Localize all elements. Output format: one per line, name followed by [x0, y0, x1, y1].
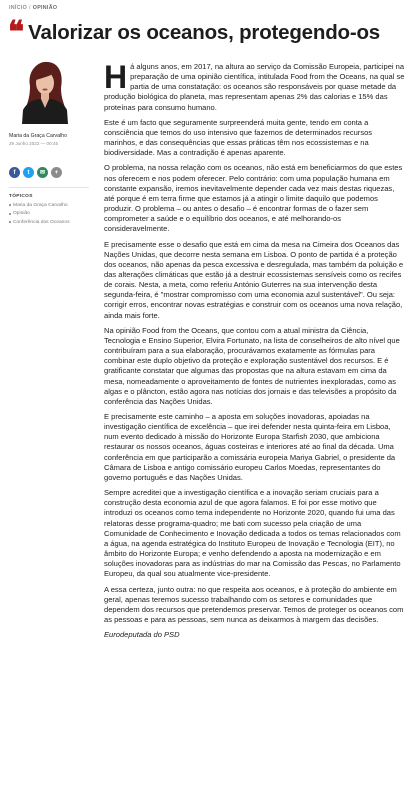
bullet-icon [9, 204, 11, 206]
article-title: Valorizar os oceanos, protegendo-os [28, 21, 380, 44]
topics-heading: TÓPICOS [9, 194, 33, 199]
headline [8, 15, 408, 50]
article-paragraph: E precisamente este caminho – a aposta em soluções inovadoras, apoiadas na investigação científica de excelência – que irei defender nesta quinta-feira em Lisboa, num evento dedicado à missão do Horizonte Europa Starfish 2030, que ambiciona restaurar os nossos oceanos, águas costeiras e interiores até ao final da década. Uma conferência em que participarão a comissária europeia Mariya Gabriel, o presidente da Câmara de Lisboa e antigo comissário europeu Carlos Moedas, representantes do governo português e das Nações Unidas. [104, 412, 396, 482]
publish-date: 29 Junho 2022 — 00:45 [9, 141, 59, 146]
article-paragraph: Na opinião Food from the Oceans, que contou com a atual ministra da Ciência, Tecnologia e Ensino Superior, Elvira Fortunato, na lista de conselheiros de alto nível que contribuíram para a sua elaboração, procurávamos exatamente as fórmulas para combinar este duplo objetivo da proteção e exploração sustentável dos recursos. E é gratificante constatar que algumas das propostas que na altura estavam em cima da mesa, nomeadamente o aproveitamento de fontes de nutrientes inexploradas, como as algas e o plâncton, estão agora nas notícias dos jornais e das televisões a propósito da conferência das Nações Unidas. [104, 325, 400, 406]
article-paragraph: O problema, na nossa relação com os oceanos, não está em beneficiarmos do que estes nos oferecem e nos podem oferecer. Pelo contrário: com uma população humana em constante expansão, iremos inevitavelmente depender cada vez mais destas riquezas, até porque é em terra firme que estamos já a atingir o limite daquilo que podemos produzir. O problema – ou antes o desafio – é encontrar formas de o fazer sem comprometer a saúde e o equilíbrio dos oceanos, e até melhorando-os consideravelmente. [104, 163, 403, 234]
topic-item[interactable] [9, 211, 91, 216]
quote-mark-icon: ❝ [8, 15, 25, 50]
topic-label: Maria da Graça Carvalho [13, 202, 68, 208]
email-share-button[interactable] [37, 167, 48, 178]
twitter-share-button[interactable] [23, 167, 34, 178]
paragraph-text: á alguns anos, em 2017, na altura ao serviço da Comissão Europeia, participei na preparação de uma opinião científica, intitulada Food from the Oceans, na qual se partia de uma constatação: os oceanos são responsáveis por quase metade da produção biológica do planeta, mas representam apenas 2% das calorias e 15% das proteínas para consumo humano. [104, 62, 405, 112]
twitter-icon: t [27, 169, 30, 176]
author-portrait-icon [17, 56, 73, 124]
article-paragraph: Este é um facto que seguramente surpreenderá muita gente, tendo em conta a consciência que temos do uso intensivo que fazemos de determinados recursos marinhos, e das consequências que essas práticas têm nos ecossistemas e na biodiversidade. Mas a contradição é apenas aparente. [104, 117, 373, 158]
email-icon: ✉ [39, 170, 46, 176]
drop-cap: H [104, 59, 128, 95]
author-signature: Eurodeputada do PSD [104, 630, 180, 640]
topic-label: Conferência dos Oceanos [13, 219, 70, 225]
facebook-share-button[interactable] [9, 167, 20, 178]
article-paragraph: E precisamente esse o desafio que está em cima da mesa na Cimeira dos Oceanos das Nações Unidas, que decorre nesta semana em Lisboa. O ponto de partida é a proteção dos oceanos, não apenas da pesca excessiva e desregulada, mas também da poluição e das alterações climáticas que estão já a destruir ecossistemas sensíveis como os recifes de corais. Nesta, a meta, como referiu António Guterres na sua intervenção desta segunda-feira, é "mostrar compromisso com uma economia azul sustentável". Ou seja: corrigir erros, encontrar novas estratégias e construir com os oceanos uma nova relação, ainda mais forte. [104, 239, 404, 320]
breadcrumb-separator: / [29, 5, 31, 11]
topics-list [9, 203, 91, 225]
topic-item[interactable] [9, 220, 91, 225]
topic-label: Opinião [13, 211, 30, 216]
bullet-icon [9, 221, 11, 223]
article-paragraph: Sempre acreditei que a investigação científica e a inovação seriam cruciais para a construção desta economia azul de que agora falamos. E foi por esse motivo que introduzi os oceanos como tema independente no Horizonte 2020, quando fui uma das relatoras desse programa-quadro; me bati com sucesso pela criação de uma Comunidade de Conhecimento e Inovação dedicada a todos os temas relacionados com a água, na agenda estratégica do Instituto Europeu de Inovação e Tecnologia (EIT), no âmbito do Horizonte Europa; e venho defendendo a aposta na modernização e em soluções inovadoras para as indústrias do mar na Comissão das Pescas, no Parlamento Europeu, da qual sou atualmente vice-presidente. [104, 488, 401, 579]
author-name[interactable]: Maria da Graça Carvalho [9, 133, 67, 139]
facebook-icon: f [13, 169, 16, 176]
plus-icon: + [54, 169, 59, 176]
breadcrumb-section[interactable]: OPINIÃO [32, 5, 58, 11]
bullet-icon [9, 213, 11, 215]
more-share-button[interactable] [51, 167, 62, 178]
sidebar-divider [9, 187, 89, 188]
breadcrumb [9, 5, 57, 11]
article-paragraph [104, 59, 405, 113]
author-sidebar [9, 56, 91, 225]
topic-item[interactable] [9, 203, 91, 208]
breadcrumb-home[interactable]: INÍCIO [9, 5, 27, 11]
article-paragraph: A essa certeza, junto outra: no que respeita aos oceanos, e à proteção do ambiente em geral, apenas teremos sucesso trabalhando com os setores e comunidades que dependem dos recursos que pretendemos preservar. Temos de proteger os oceanos com as pessoas e para as pessoas, sem nunca as deixarmos à margem das decisões. [104, 584, 404, 624]
article-body [104, 59, 405, 645]
author-photo[interactable] [17, 56, 73, 124]
share-buttons [9, 167, 91, 178]
